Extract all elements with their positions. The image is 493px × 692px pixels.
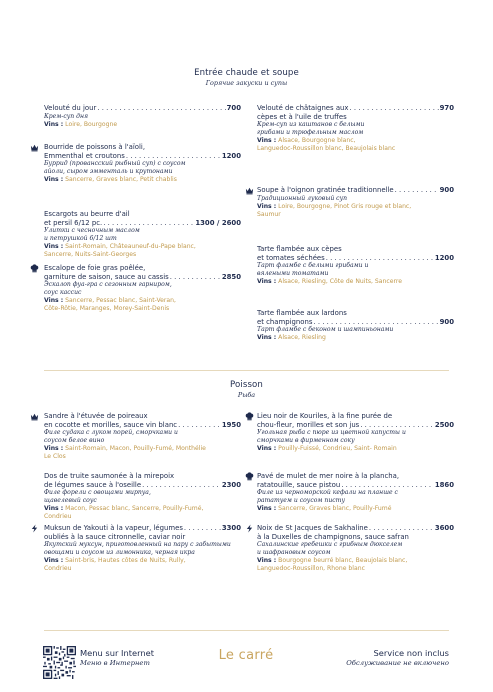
menu-item — [257, 524, 454, 573]
leader-dots — [395, 186, 439, 195]
item-name: Velouté de châtaignes aux — [257, 104, 349, 112]
item-name: à la Duxelles de champignons, sauce safran — [257, 532, 409, 541]
item-name: Escargots au beurre d'ail — [44, 210, 130, 218]
wine-pairing — [44, 505, 241, 513]
wine-pairing — [257, 557, 454, 565]
wine-list: Sancerre, Graves blanc, Pouilly-Fumé — [278, 505, 392, 513]
item-translation: сморчками в фирменном соку — [257, 437, 355, 445]
menu-item — [44, 472, 241, 521]
wine-list: Le Clos — [44, 453, 66, 461]
item-name: Dos de truite saumonée à la mirepoix — [44, 472, 175, 480]
lightning-icon — [30, 524, 39, 533]
item-translation: Филе форели с овощами мирпуа, — [44, 489, 151, 497]
qr-code-icon[interactable] — [43, 646, 76, 679]
wine-label: Vins : — [257, 202, 277, 210]
wine-pairing — [257, 203, 454, 211]
wine-pairing — [257, 145, 454, 153]
service-note-ru: Обслуживание не включено — [346, 659, 449, 667]
wine-pairing — [44, 445, 241, 453]
wine-label: Vins : — [44, 557, 64, 565]
menu-item — [44, 524, 241, 573]
footer-divider — [44, 630, 449, 631]
item-price: 1300 / 2600 — [195, 218, 241, 227]
footer — [0, 636, 493, 692]
crown-icon — [30, 412, 39, 421]
menu-internet-ru: Меню в Интернет — [80, 659, 150, 667]
leader-dots — [170, 273, 221, 282]
item-translation: Крем-суп дня — [44, 112, 89, 120]
item-translation: и петрушкой 6/12 шт — [44, 235, 117, 243]
wine-pairing — [257, 565, 454, 573]
item-name: Velouté du jour — [44, 104, 97, 112]
wine-list: Saumur — [257, 210, 281, 218]
wine-pairing — [44, 243, 241, 251]
service-note-fr: Service non inclus — [373, 648, 449, 658]
leader-dots — [369, 524, 434, 533]
leader-dots — [103, 219, 194, 228]
item-name-line — [257, 254, 454, 263]
wine-list: Saint-bris, Hautes côtes de Nuits, Rully, — [65, 557, 186, 565]
wine-list: Sancerre, Graves blanc, Petit chablis — [65, 176, 177, 184]
menu-item — [44, 264, 241, 313]
wine-list: Languedoc-Roussillon, Rhone blanc — [257, 565, 365, 573]
item-name: Sandre à l'étuvée de poireaux — [44, 412, 148, 420]
leader-dots — [184, 524, 221, 533]
item-translation: Сахалинские гребешки с грибным дюкселем — [257, 541, 403, 549]
wine-label: Vins : — [44, 297, 64, 305]
item-name: Bourride de poissons à l'aïoli, — [44, 143, 146, 151]
wine-list: Alsace, Riesling, Côte de Nuits, Sancerre — [278, 278, 403, 286]
wine-pairing — [257, 445, 454, 453]
wine-pairing — [257, 211, 454, 219]
menu-item — [44, 143, 241, 184]
section-title: Entrée chaude et soupe — [194, 68, 299, 78]
wine-label: Vins : — [257, 505, 277, 513]
item-name: en cocotte et morilles, sauce vin blanc — [44, 420, 178, 429]
section-header-entree — [0, 68, 493, 87]
wine-list: Pouilly-Fuissé, Condrieu, Saint- Romain — [278, 445, 397, 453]
menu-internet — [80, 648, 154, 667]
item-name: garniture de saison, sauce au cassis — [44, 272, 169, 281]
leader-dots — [126, 152, 221, 161]
wine-label: Vins : — [257, 334, 277, 342]
item-price: 900 — [439, 186, 454, 194]
leader-dots — [350, 104, 439, 113]
item-translation: вялеными томатами — [257, 270, 329, 278]
menu-item — [44, 210, 241, 259]
item-name-line — [257, 421, 454, 430]
item-price: 1950 — [221, 420, 241, 429]
item-name: Muksun de Yakouti à la vapeur, légumes — [44, 524, 183, 532]
item-name: ratatouille, sauce pistou — [257, 480, 341, 489]
wine-label: Vins : — [257, 278, 277, 286]
item-price: 1200 — [434, 253, 454, 262]
service-note — [346, 648, 449, 667]
wine-pairing — [44, 251, 241, 259]
item-name: Escalope de foie gras poêlée, — [44, 264, 146, 272]
menu-item — [44, 412, 241, 461]
wine-pairing — [44, 513, 241, 521]
section-divider — [44, 370, 449, 371]
wine-list: Languedoc-Roussillon blanc, Beaujolais blanc — [257, 145, 396, 153]
wine-label: Vins : — [44, 505, 64, 513]
item-translation: Эскалоп фуа-гра с сезонным гарниром, — [44, 281, 172, 289]
item-price: 3600 — [434, 524, 454, 532]
item-translation: рататуем и соусом писту — [257, 497, 345, 505]
wine-label: Vins : — [44, 445, 64, 453]
menu-item — [257, 309, 454, 342]
wine-list: Côte-Rôtie, Maranges, Morey-Saint-Denis — [44, 305, 170, 313]
wine-list: Bourgogne beurré blanc, Beaujolais blanc, — [278, 557, 408, 565]
item-translation: Филе из черноморской кефали на планше с — [257, 489, 398, 497]
wine-label: Vins : — [44, 243, 64, 251]
chef-hat-icon — [30, 264, 39, 273]
item-name-line — [257, 318, 454, 327]
item-name-line — [257, 481, 454, 490]
menu-internet-fr: Menu sur Internet — [80, 648, 154, 658]
item-translation: Традиционный луковый суп — [257, 194, 348, 202]
item-price: 970 — [439, 104, 454, 112]
wine-list: Loire, Bourgogne — [65, 120, 118, 128]
wine-pairing — [44, 121, 241, 129]
chef-hat-icon — [245, 472, 254, 481]
item-name-line — [44, 104, 241, 113]
lightning-icon — [245, 524, 254, 533]
leader-dots — [313, 318, 438, 327]
menu-item — [44, 104, 241, 129]
item-price: 700 — [226, 104, 241, 112]
wine-list: Condrieu — [44, 565, 72, 573]
item-price: 1860 — [434, 480, 454, 489]
item-price: 2300 — [221, 480, 241, 489]
item-translation: Тарт фламбе с беконом и шампиньонами — [257, 326, 394, 334]
item-name-line — [44, 421, 241, 430]
item-price: 2850 — [221, 272, 241, 281]
item-name: Lieu noir de Kouriles, à la fine purée de — [257, 412, 393, 420]
wine-list: Saint-Romain, Macon, Pouilly-Fumé, Monthélie — [65, 445, 206, 453]
wine-label: Vins : — [257, 557, 277, 565]
wine-pairing — [44, 557, 241, 565]
item-name-line — [44, 524, 241, 533]
wine-pairing — [257, 334, 454, 342]
leader-dots — [326, 254, 434, 263]
menu-item — [257, 412, 454, 453]
wine-label: Vins : — [44, 176, 64, 184]
item-translation: овощами и соусом из лимонника, черная икра — [44, 549, 195, 557]
item-name: et champignons — [257, 317, 313, 326]
menu-item — [257, 245, 454, 286]
leader-dots — [97, 104, 225, 113]
item-name-line — [257, 104, 454, 113]
item-price: 900 — [439, 317, 454, 326]
chef-hat-icon — [245, 412, 254, 421]
item-translation: щавелевый соус — [44, 497, 97, 505]
item-translation: соус кассис — [44, 289, 82, 297]
wine-pairing — [257, 505, 454, 513]
item-name: oubliés à la sauce citronnelle, caviar noir — [44, 532, 186, 541]
item-name: Tarte flambée aux lardons — [257, 309, 347, 317]
wine-pairing — [44, 305, 241, 313]
wine-list: Saint-Romain, Châteauneuf-du-Pape blanc, — [65, 243, 196, 251]
item-name: Tarte flambée aux cèpes — [257, 245, 342, 253]
wine-list: Macon, Pessac blanc, Sancerre, Pouilly-Fumé, — [65, 505, 204, 513]
item-name-line — [44, 273, 241, 282]
wine-list: Alsace, Riesling — [278, 334, 326, 342]
item-translation: грибами и трюфельным маслом — [257, 129, 364, 137]
wine-list: Alsace, Bourgogne blanc, — [278, 137, 356, 145]
section-title: Poisson — [230, 380, 263, 390]
item-name-line — [257, 524, 454, 533]
item-name: et tomates séchées — [257, 253, 325, 262]
section-subtitle: Горячие закуски и супы — [205, 79, 288, 87]
item-price: 3300 — [221, 524, 241, 532]
item-translation: и шафрановым соусом — [257, 549, 331, 557]
item-translation: Крем-суп из каштанов с белыми — [257, 121, 365, 129]
item-translation: Улитки с чесночным маслом — [44, 227, 140, 235]
section-subtitle: Рыба — [237, 391, 256, 399]
item-translation: Филе судака с луком порей, сморчками и — [44, 429, 178, 437]
leader-dots — [178, 421, 221, 430]
menu-item — [257, 472, 454, 513]
item-name-line — [44, 481, 241, 490]
item-translation: соусом белое вино — [44, 437, 105, 445]
item-name-line — [44, 219, 241, 228]
wine-pairing — [44, 176, 241, 184]
wine-pairing — [44, 565, 241, 573]
item-name: Pavé de mulet de mer noire à la plancha, — [257, 472, 400, 480]
item-translation: Якутский муксун, приготовленный на пару с забытыми — [44, 541, 231, 549]
item-price: 2500 — [434, 420, 454, 429]
item-name-line — [257, 186, 454, 195]
item-translation: Угольная рыба с пюре из цветной капусты и — [257, 429, 406, 437]
item-name: et persil 6/12 pc. — [44, 218, 103, 227]
item-translation: Буррид (провансский рыбный суп) с соусом — [44, 160, 186, 168]
wine-pairing — [257, 137, 454, 145]
item-name: Soupe à l'oignon gratinée traditionnelle — [257, 186, 394, 194]
wine-label: Vins : — [44, 120, 64, 128]
wine-list: Sancerre, Pessac blanc, Saint-Veran, — [65, 297, 176, 305]
wine-list: Sancerre, Nuits-Saint-Georges — [44, 251, 137, 259]
item-price: 1200 — [221, 151, 241, 160]
item-name: Noix de St Jacques de Sakhaline — [257, 524, 368, 532]
item-name: Emmenthal et croutons — [44, 151, 125, 160]
item-name-line — [44, 152, 241, 161]
wine-pairing — [257, 278, 454, 286]
leader-dots — [142, 481, 221, 490]
item-name: cèpes et à l'uile de truffes — [257, 112, 347, 121]
leader-dots — [341, 481, 434, 490]
item-name: chou-fleur, morilles et son jus — [257, 420, 360, 429]
restaurant-logo: Le carré — [218, 648, 274, 663]
leader-dots — [360, 421, 434, 430]
crown-icon — [245, 186, 254, 195]
item-translation: айоли, сыром эмменталь и крутонами — [44, 168, 173, 176]
section-header-poisson — [0, 380, 493, 399]
wine-list: Condrieu — [44, 513, 72, 521]
crown-icon — [30, 143, 39, 152]
menu-item — [257, 104, 454, 153]
menu-item — [257, 186, 454, 219]
wine-list: Loire, Bourgogne, Pinot Gris rouge et blanc, — [278, 202, 412, 210]
wine-pairing — [44, 453, 241, 461]
item-name: de légumes sauce à l'oseille — [44, 480, 142, 489]
wine-label: Vins : — [257, 445, 277, 453]
item-translation: Тарт фламбе с белыми грибами и — [257, 262, 369, 270]
wine-label: Vins : — [257, 137, 277, 145]
